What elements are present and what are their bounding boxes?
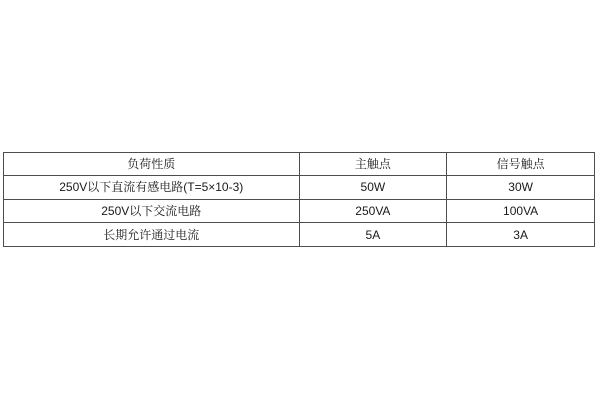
cell-load-nature: 250V以下交流电路 xyxy=(4,199,300,223)
header-signal-contact: 信号触点 xyxy=(447,153,595,176)
header-load-nature: 负荷性质 xyxy=(4,153,300,176)
cell-load-nature: 长期允许通过电流 xyxy=(4,223,300,247)
cell-main-contact: 250VA xyxy=(299,199,447,223)
table-row xyxy=(4,199,595,223)
cell-signal-contact: 100VA xyxy=(447,199,595,223)
table-row xyxy=(4,223,595,247)
table-row xyxy=(4,176,595,200)
cell-load-nature: 250V以下直流有感电路(T=5×10-3) xyxy=(4,176,300,200)
cell-signal-contact: 30W xyxy=(447,176,595,200)
table-header-row xyxy=(4,153,595,176)
cell-main-contact: 50W xyxy=(299,176,447,200)
cell-main-contact: 5A xyxy=(299,223,447,247)
contact-rating-table xyxy=(3,152,595,247)
cell-signal-contact: 3A xyxy=(447,223,595,247)
header-main-contact: 主触点 xyxy=(299,153,447,176)
